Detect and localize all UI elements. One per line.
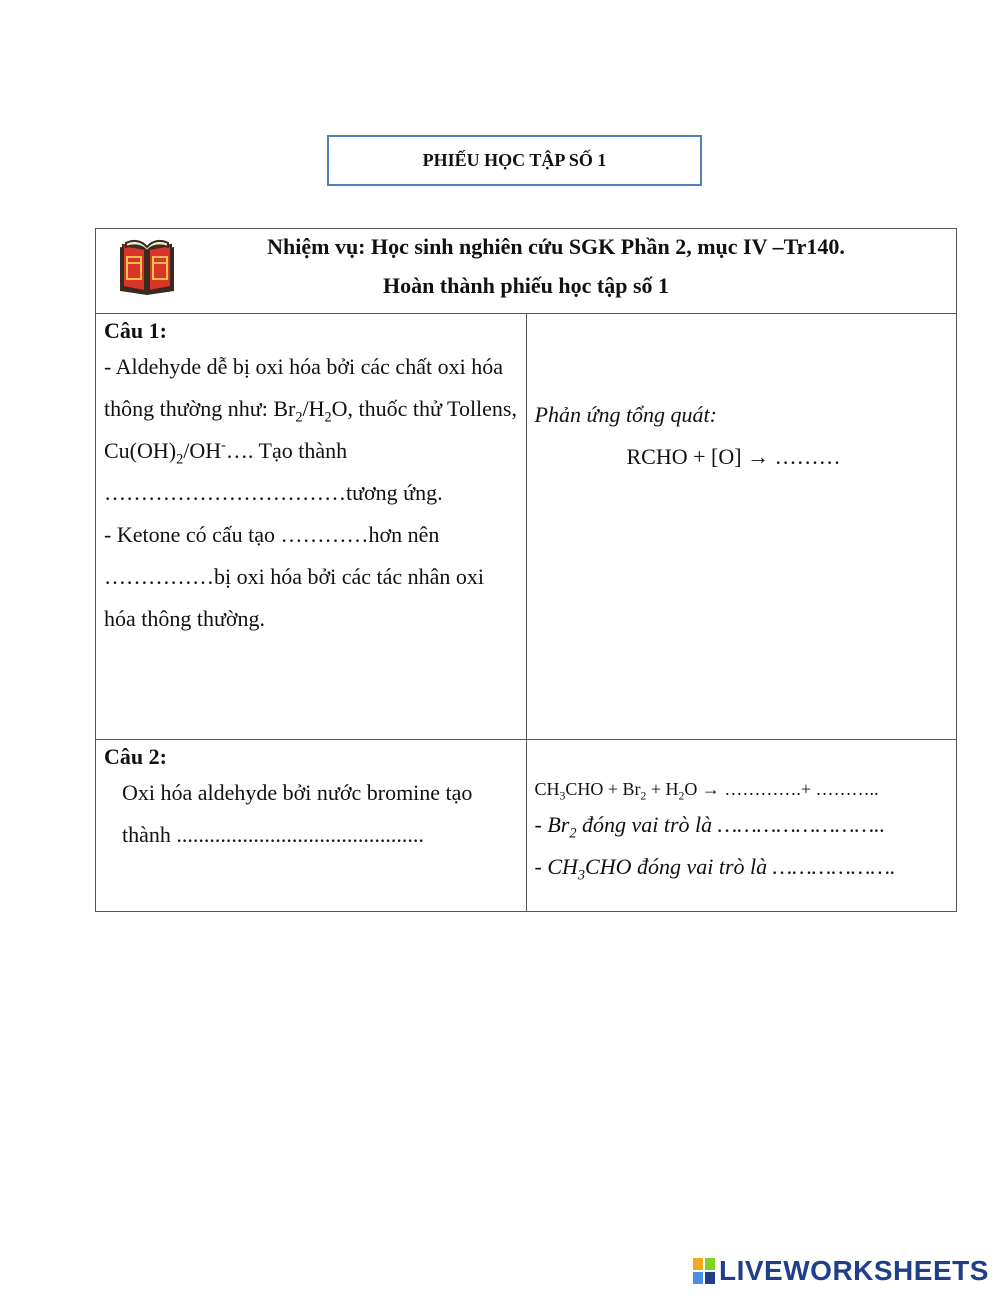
question-1-answer-cell — [526, 314, 957, 740]
liveworksheets-logo — [693, 1255, 989, 1287]
question-2-text: Oxi hóa aldehyde bởi nước bromine tạo thành ............................................. — [122, 780, 473, 847]
liveworksheets-logo-text: LIVEWORKSHEETS — [719, 1255, 989, 1286]
worksheet-table — [95, 228, 957, 912]
question-1-paragraph-ketone: - Ketone có cấu tạo …………hơn nên ……………bị oxi hóa bởi các tác nhân oxi hóa thông thường. — [104, 522, 485, 631]
worksheet-title: PHIẾU HỌC TẬP SỐ 1 — [327, 135, 702, 186]
bromine-role-line: - $Br_2$ đóng vai trò là …………………….. — [534, 812, 886, 842]
task-instruction: Nhiệm vụ: Học sinh nghiên cứu SGK Phần 2, mục IV –Tr140. — [267, 234, 845, 259]
question-2-label: Câu 2: — [104, 744, 167, 769]
question-1-label: Câu 1: — [104, 318, 167, 343]
acetaldehyde-role-line: - $CH_3CHO$ đóng vai trò là ………………. — [534, 854, 896, 884]
task-header — [96, 229, 957, 314]
question-1-paragraph-aldehyde: - Aldehyde dễ bị oxi hóa bởi các chất oxi hóa thông thường như: $Br_2/H_2O$, thuốc thử Tollens, $Cu(OH)_2/OH^-\dots$. Tạo thành ……………………………tương ứng. — [104, 354, 517, 505]
task-subtitle: Hoàn thành phiếu học tập số 1 — [382, 273, 670, 298]
question-2-cell — [96, 740, 527, 912]
liveworksheets-logo-icon — [693, 1258, 715, 1284]
general-reaction-label: Phản ứng tổng quát: — [534, 402, 717, 427]
general-reaction-equation: RCHO + [O] → ……… — [626, 444, 841, 469]
question-1-cell — [96, 314, 527, 740]
bromine-reaction-equation: $CH_3CHO + Br_2 + H_2O$ → ………….+ ……….. — [534, 779, 879, 803]
question-2-answer-cell — [526, 740, 957, 912]
